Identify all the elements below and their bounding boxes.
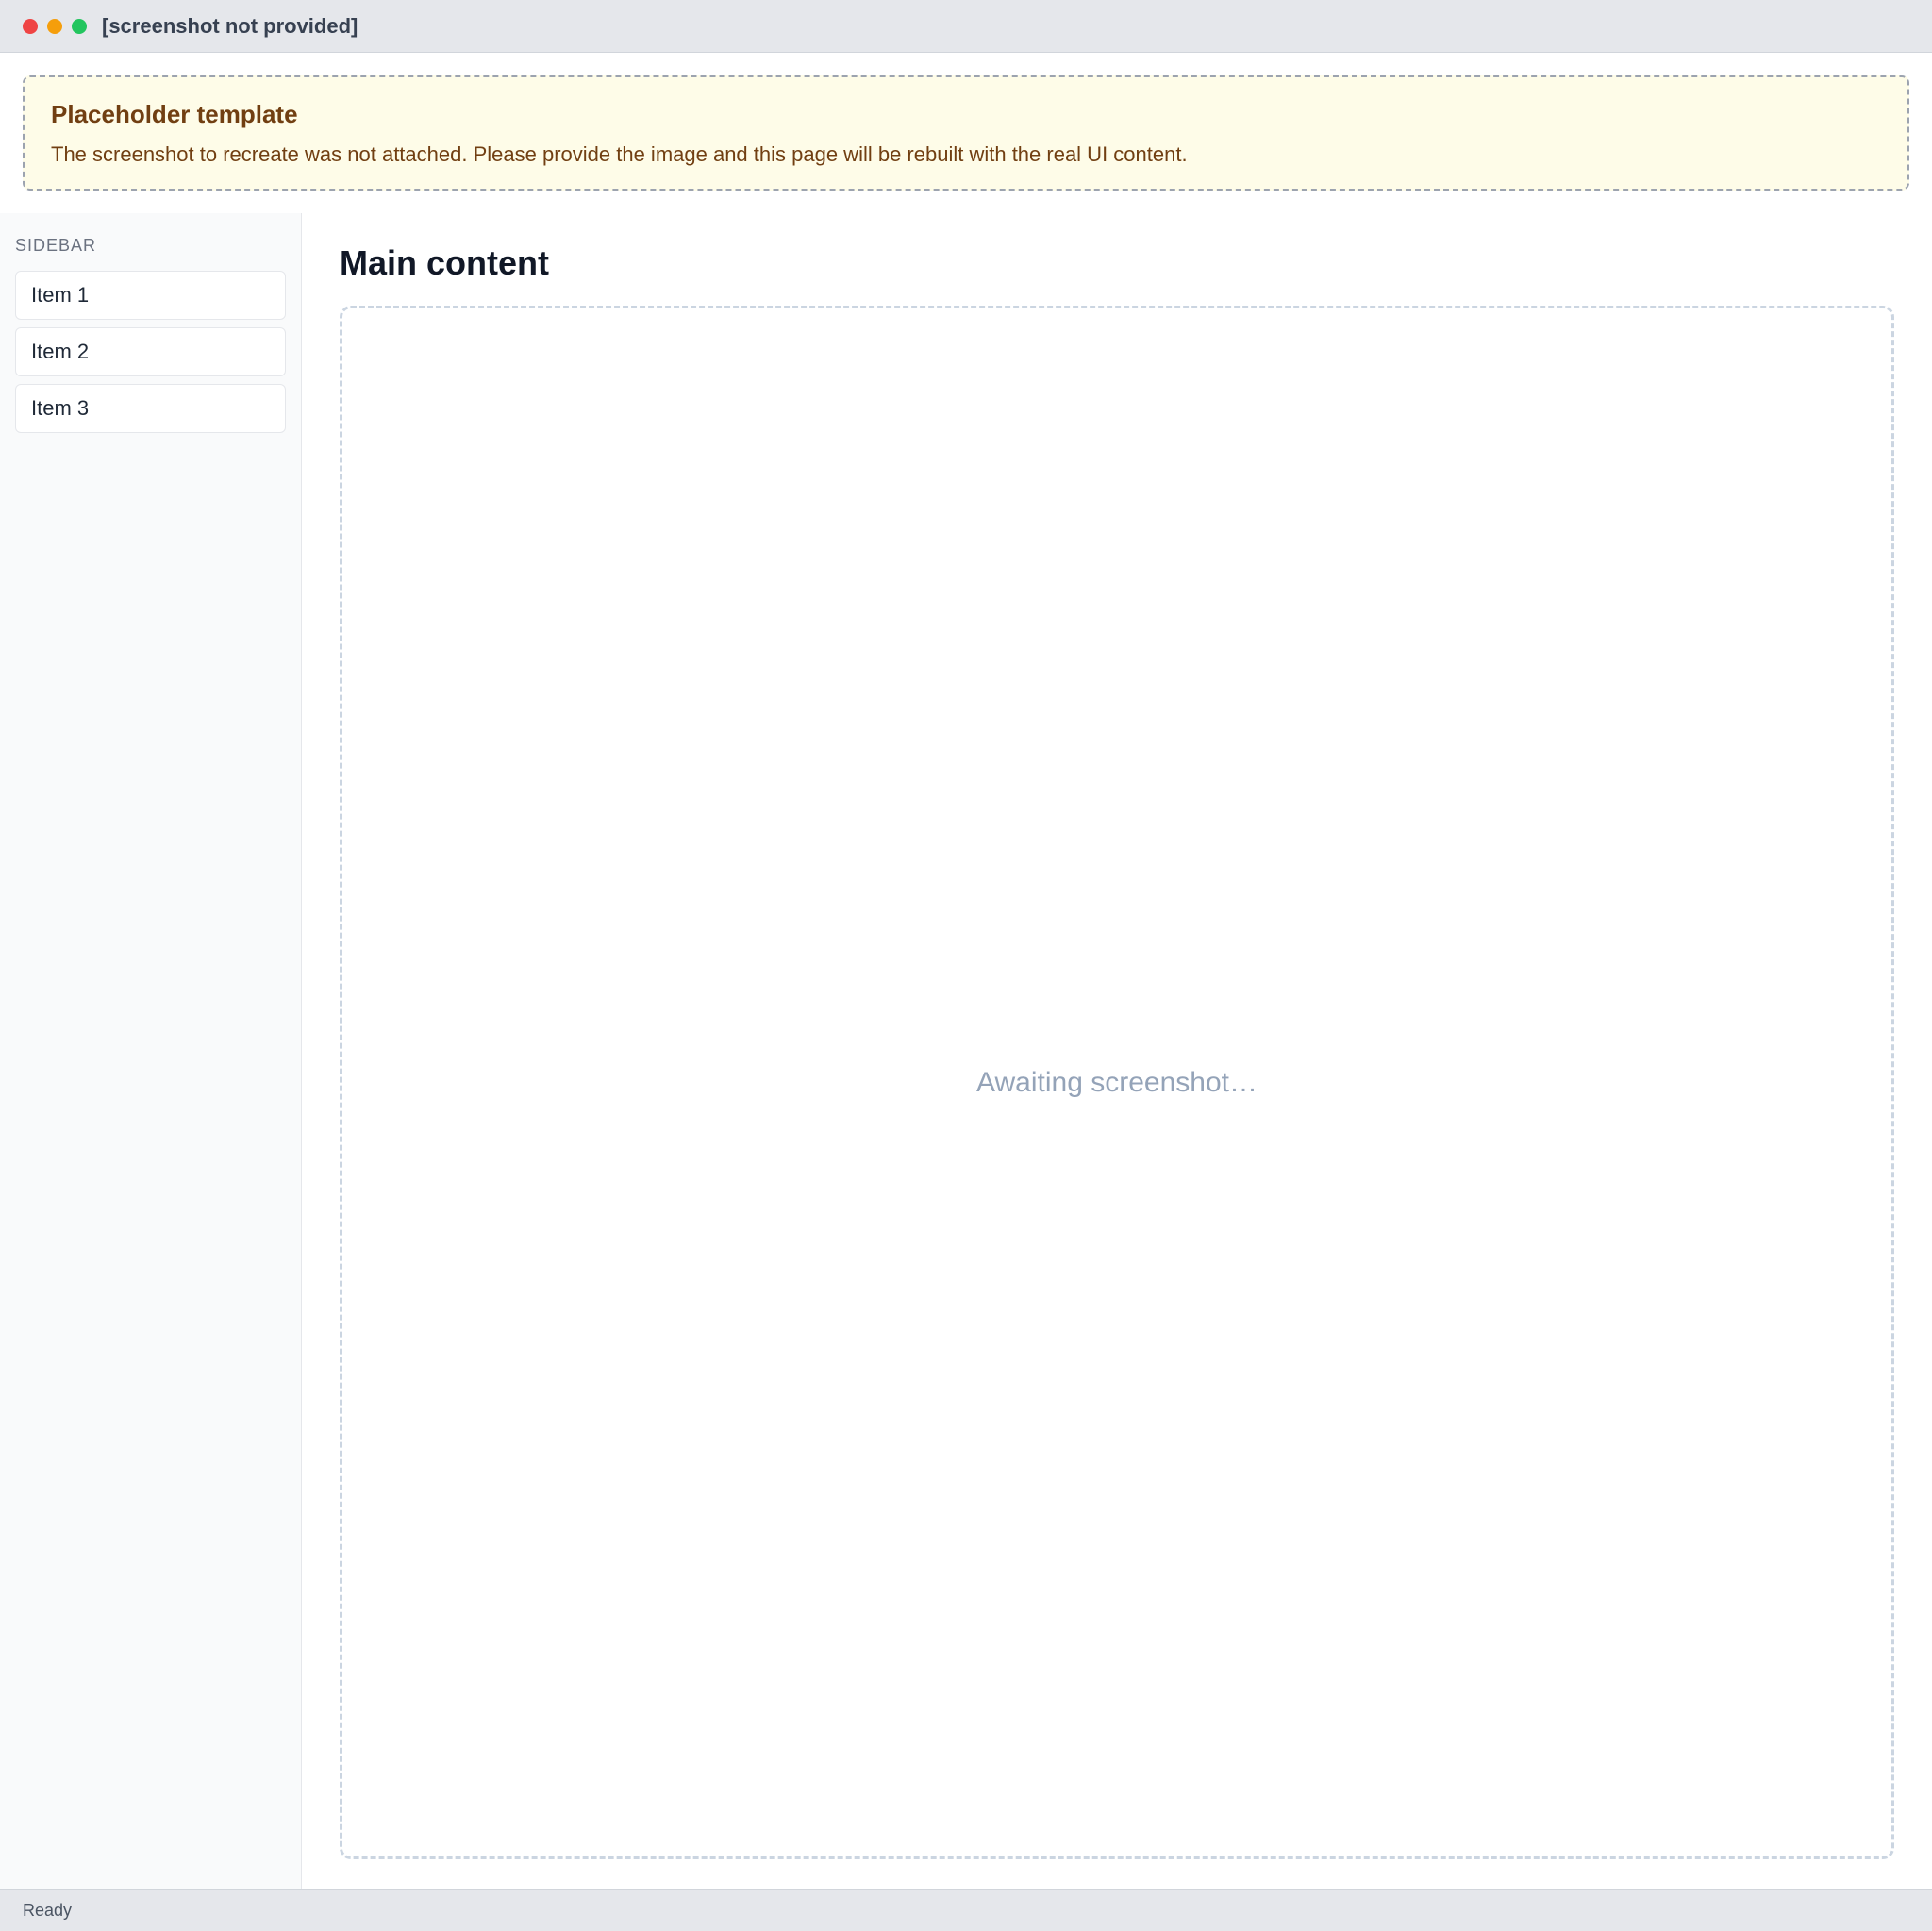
maximize-icon[interactable] (72, 19, 87, 34)
window-title: [screenshot not provided] (102, 13, 358, 38)
main-content (302, 213, 1932, 1889)
sidebar-heading: SIDEBAR (15, 236, 97, 255)
page-title: Main content (340, 243, 549, 282)
notice-message: The screenshot to recreate was not attached. Please provide the image and this page will be rebuilt with the real UI content. (51, 142, 1188, 166)
sidebar-item[interactable]: Item 1 (15, 271, 286, 320)
body-area (0, 213, 1932, 1889)
status-text: Ready (23, 1901, 73, 1920)
status-bar (0, 1889, 1932, 1931)
sidebar (0, 213, 302, 1889)
notice-title: Placeholder template (51, 100, 298, 128)
title-bar (0, 0, 1932, 53)
sidebar-item[interactable]: Item 3 (15, 384, 286, 433)
notice-banner (23, 75, 1909, 191)
close-icon[interactable] (23, 19, 38, 34)
window-controls (23, 19, 87, 34)
sidebar-item[interactable]: Item 2 (15, 327, 286, 376)
minimize-icon[interactable] (47, 19, 62, 34)
content-placeholder: Awaiting screenshot… (340, 306, 1894, 1859)
